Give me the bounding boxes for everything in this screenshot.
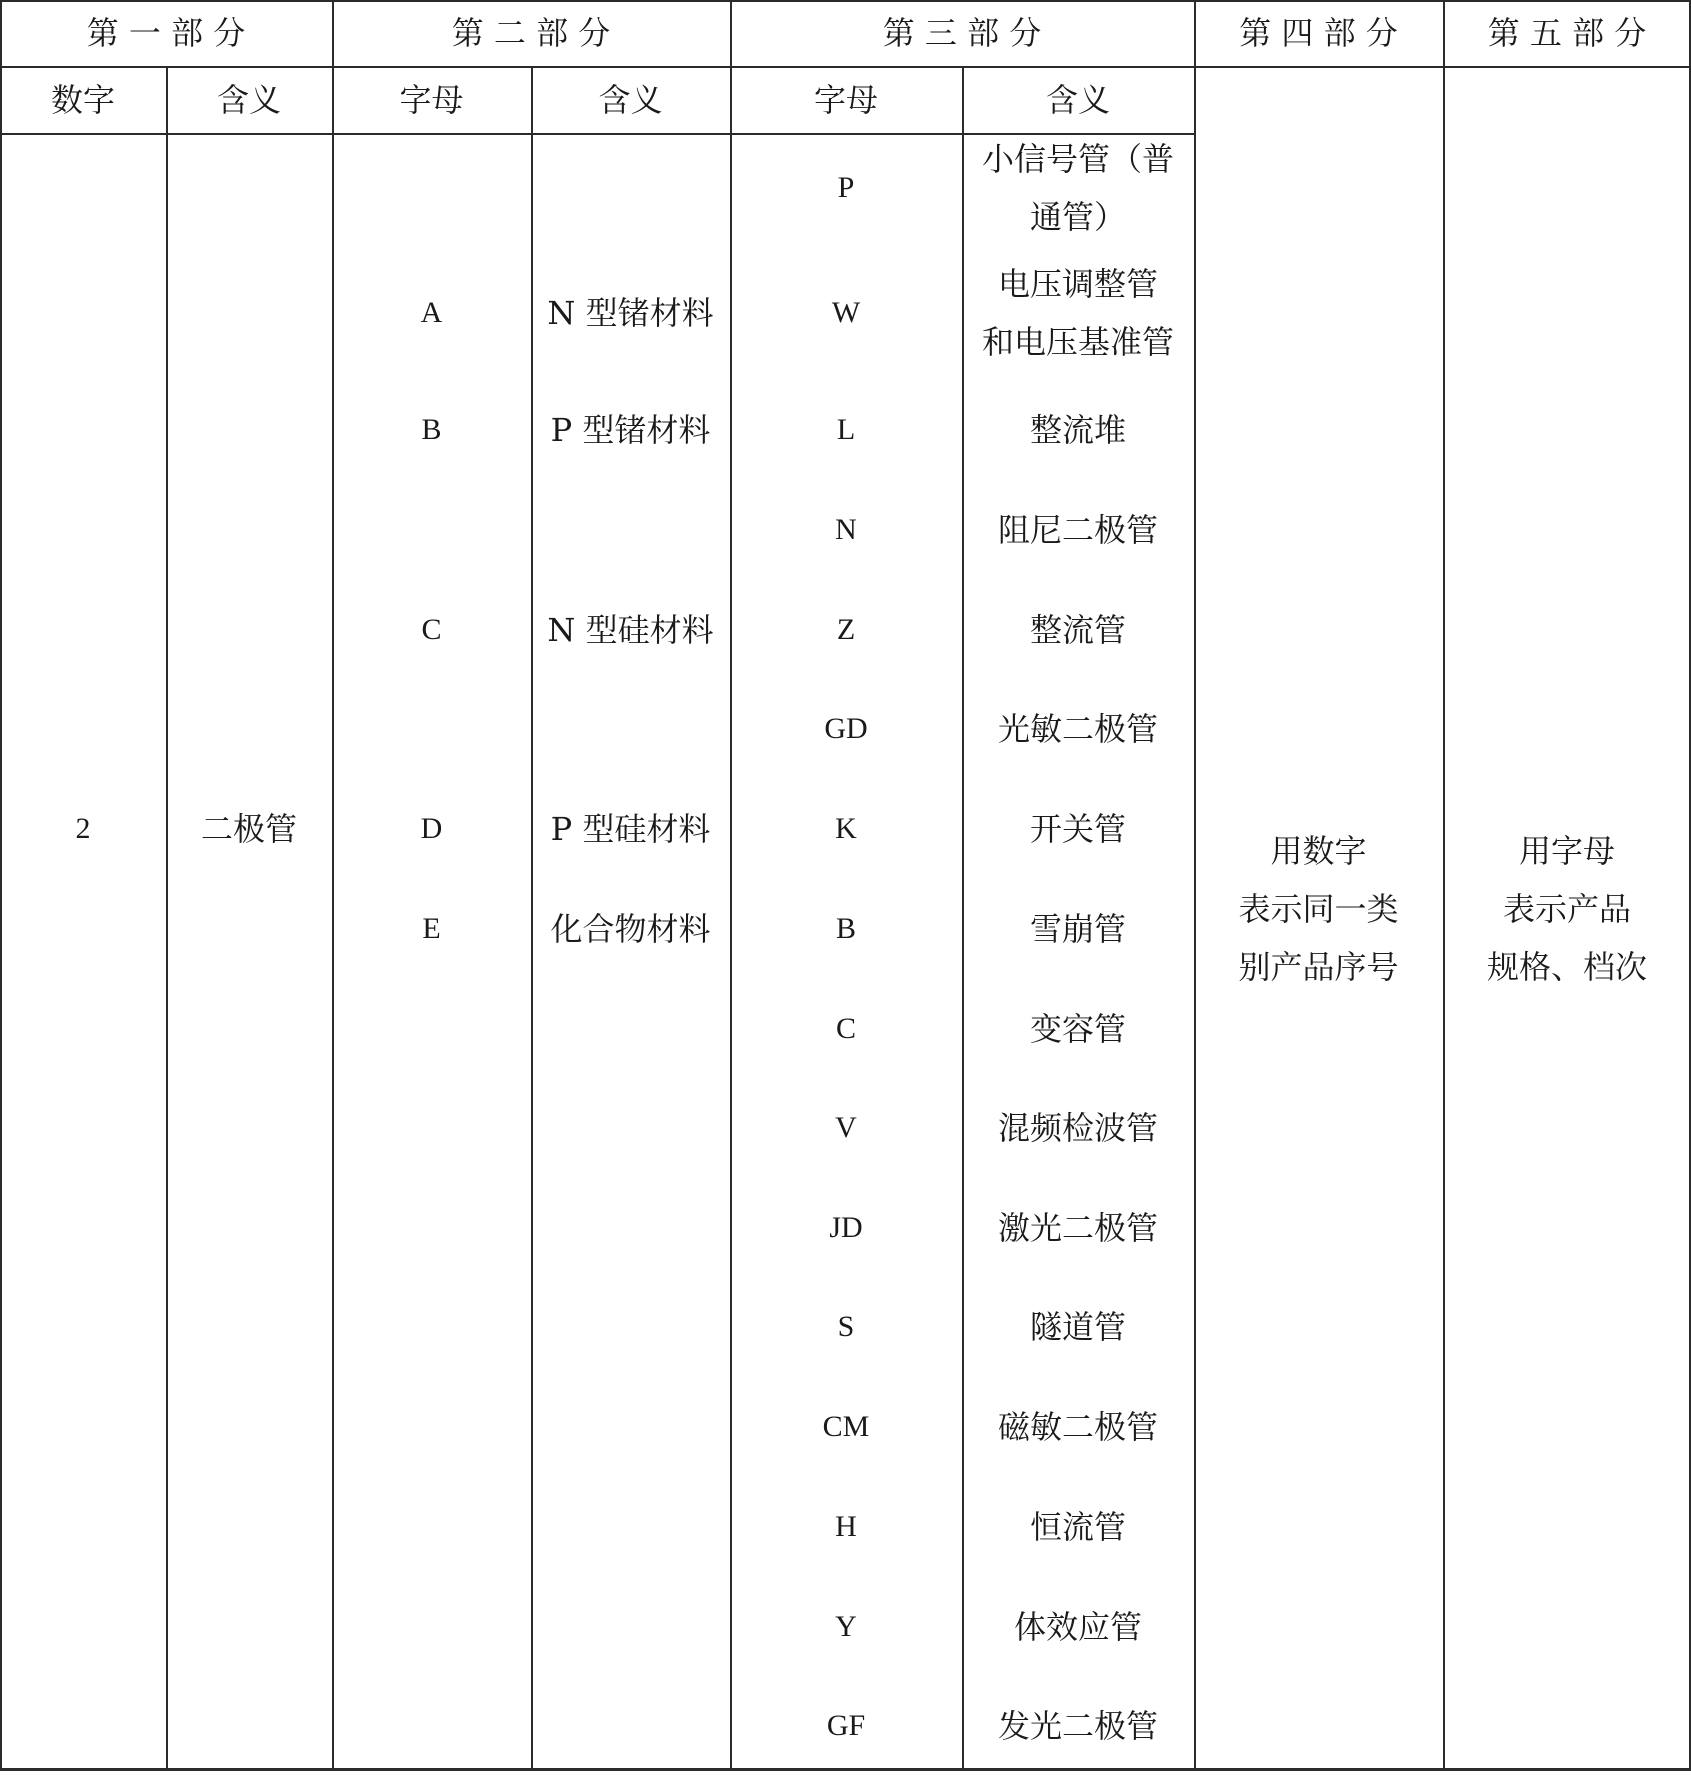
part-header-5-line: 第 五 部 分: [1487, 14, 1647, 52]
part5-description-line: 表示产品: [1502, 890, 1631, 928]
part-header-5: [1443, 0, 1691, 66]
part3-letter-5: [730, 590, 962, 670]
part3-letter-4: [730, 490, 962, 570]
part3-meaning-7: [962, 789, 1194, 869]
part2-meaning-2-line: P 型锗材料: [550, 411, 711, 449]
part3-meaning-11-line: 激光二极管: [997, 1209, 1158, 1247]
part2-letter-2: [332, 390, 531, 470]
column-divider-1: [166, 66, 168, 1770]
part3-meaning-1: [962, 126, 1194, 250]
part3-meaning-2-line: 电压调整管: [997, 265, 1158, 303]
part3-letter-16: [730, 1686, 962, 1766]
part3-meaning-16-line: 发光二极管: [997, 1707, 1158, 1745]
part3-meaning-3-line: 整流堆: [1029, 411, 1126, 449]
sub-header-4-line: 含义: [598, 80, 663, 119]
part3-letter-12-line: S: [837, 1310, 855, 1343]
part3-letter-10: [730, 1088, 962, 1168]
sub-header-5-line: 字母: [813, 80, 878, 119]
part3-letter-14: [730, 1487, 962, 1567]
sub-header-3: [332, 66, 531, 133]
part2-meaning-3-line: N 型硅材料: [547, 611, 714, 649]
sub-header-1: [0, 66, 166, 133]
part3-meaning-13-line: 磁敏二极管: [997, 1408, 1158, 1446]
part3-meaning-16: [962, 1686, 1194, 1766]
part3-meaning-13: [962, 1387, 1194, 1467]
part4-description-line: 用数字: [1270, 832, 1367, 870]
part3-letter-8-line: B: [835, 912, 856, 945]
part3-letter-13-line: CM: [822, 1410, 870, 1443]
part3-letter-5-line: Z: [836, 613, 856, 646]
table-bottom-border: [0, 1768, 1691, 1771]
sub-header-4: [531, 66, 730, 133]
part3-meaning-6: [962, 689, 1194, 769]
part3-meaning-2: [962, 251, 1194, 375]
part2-letter-3: [332, 590, 531, 670]
part3-meaning-15-line: 体效应管: [1013, 1608, 1142, 1646]
part3-meaning-15: [962, 1587, 1194, 1667]
sub-header-3-line: 字母: [399, 80, 464, 119]
part2-meaning-3: [531, 590, 730, 670]
part2-meaning-5: [531, 889, 730, 969]
part3-letter-1-line: P: [837, 171, 855, 204]
part3-meaning-10-line: 混频检波管: [997, 1109, 1158, 1147]
part3-meaning-11: [962, 1188, 1194, 1268]
part3-meaning-14: [962, 1487, 1194, 1567]
part3-meaning-9-line: 变容管: [1029, 1010, 1126, 1048]
part3-meaning-6-line: 光敏二极管: [997, 710, 1158, 748]
part3-meaning-12: [962, 1287, 1194, 1367]
part3-letter-11-line: JD: [829, 1211, 863, 1244]
part3-letter-4-line: N: [835, 513, 857, 546]
part2-meaning-1: [531, 273, 730, 353]
part2-letter-5: [332, 889, 531, 969]
sub-header-5: [730, 66, 962, 133]
part2-letter-3-line: C: [421, 613, 442, 646]
part3-meaning-4: [962, 490, 1194, 570]
part4-description: [1194, 808, 1443, 1010]
part3-letter-6: [730, 689, 962, 769]
part-header-2-line: 第 二 部 分: [451, 14, 611, 52]
part2-meaning-1-line: N 型锗材料: [547, 294, 714, 332]
part2-letter-2-line: B: [421, 413, 442, 446]
part3-meaning-14-line: 恒流管: [1029, 1508, 1126, 1546]
part3-meaning-4-line: 阻尼二极管: [997, 511, 1158, 549]
part3-letter-9-line: C: [835, 1012, 856, 1045]
part2-letter-1: [332, 273, 531, 353]
sub-header-2: [166, 66, 332, 133]
part3-meaning-5: [962, 590, 1194, 670]
part3-meaning-9: [962, 989, 1194, 1069]
part-header-2: [332, 0, 730, 66]
part3-letter-13: [730, 1387, 962, 1467]
part3-letter-2: [730, 251, 962, 375]
part3-letter-10-line: V: [835, 1111, 857, 1144]
part2-letter-5-line: E: [422, 912, 441, 945]
part3-letter-16-line: GF: [826, 1709, 866, 1742]
part4-description-line: 别产品序号: [1238, 948, 1399, 986]
part1-digit: [0, 789, 166, 869]
part-header-1: [0, 0, 332, 66]
part3-letter-15-line: Y: [835, 1610, 857, 1643]
column-divider-2: [332, 0, 334, 1770]
part3-letter-6-line: GD: [824, 712, 868, 745]
part4-description-line: 表示同一类: [1238, 890, 1399, 928]
part5-description-line: 规格、档次: [1486, 948, 1647, 986]
part3-meaning-10: [962, 1088, 1194, 1168]
part3-letter-8: [730, 889, 962, 969]
part3-meaning-7-line: 开关管: [1029, 810, 1126, 848]
part3-letter-7-line: K: [835, 812, 857, 845]
part2-meaning-2: [531, 390, 730, 470]
part3-letter-1: [730, 126, 962, 250]
part-header-1-line: 第 一 部 分: [86, 14, 246, 52]
sub-header-1-line: 数字: [50, 80, 115, 119]
part2-meaning-5-line: 化合物材料: [550, 910, 711, 948]
part3-letter-3: [730, 390, 962, 470]
part2-letter-4-line: D: [420, 812, 443, 845]
part3-letter-3-line: L: [836, 413, 856, 446]
part5-description-line: 用字母: [1518, 832, 1615, 870]
part3-letter-7: [730, 789, 962, 869]
part2-meaning-4: [531, 789, 730, 869]
part3-letter-15: [730, 1587, 962, 1667]
part1-meaning-line: 二极管: [200, 810, 297, 848]
part3-letter-14-line: H: [835, 1510, 857, 1543]
part-header-4-line: 第 四 部 分: [1239, 14, 1398, 52]
part2-letter-4: [332, 789, 531, 869]
part2-letter-1-line: A: [420, 296, 443, 329]
part1-digit-line: 2: [75, 812, 91, 845]
part3-meaning-1-line: 通管）: [1029, 198, 1126, 236]
part-header-4: [1194, 0, 1443, 66]
part5-description: [1443, 808, 1691, 1010]
part3-letter-9: [730, 989, 962, 1069]
part3-meaning-8-line: 雪崩管: [1029, 910, 1126, 948]
column-divider-0: [0, 0, 2, 1770]
part-header-3-line: 第 三 部 分: [882, 14, 1042, 52]
part3-meaning-12-line: 隧道管: [1029, 1308, 1126, 1346]
part3-meaning-2-line: 和电压基准管: [981, 323, 1174, 361]
part3-meaning-1-line: 小信号管（普: [981, 140, 1174, 178]
sub-header-6: [962, 66, 1194, 133]
part3-meaning-3: [962, 390, 1194, 470]
sub-header-2-line: 含义: [216, 80, 281, 119]
part3-letter-2-line: W: [831, 296, 861, 329]
part3-meaning-5-line: 整流管: [1029, 611, 1126, 649]
part3-letter-11: [730, 1188, 962, 1268]
part-header-3: [730, 0, 1194, 66]
part3-meaning-8: [962, 889, 1194, 969]
part3-letter-12: [730, 1287, 962, 1367]
sub-header-6-line: 含义: [1045, 80, 1110, 119]
part1-meaning: [166, 789, 332, 869]
part2-meaning-4-line: P 型硅材料: [550, 810, 711, 848]
